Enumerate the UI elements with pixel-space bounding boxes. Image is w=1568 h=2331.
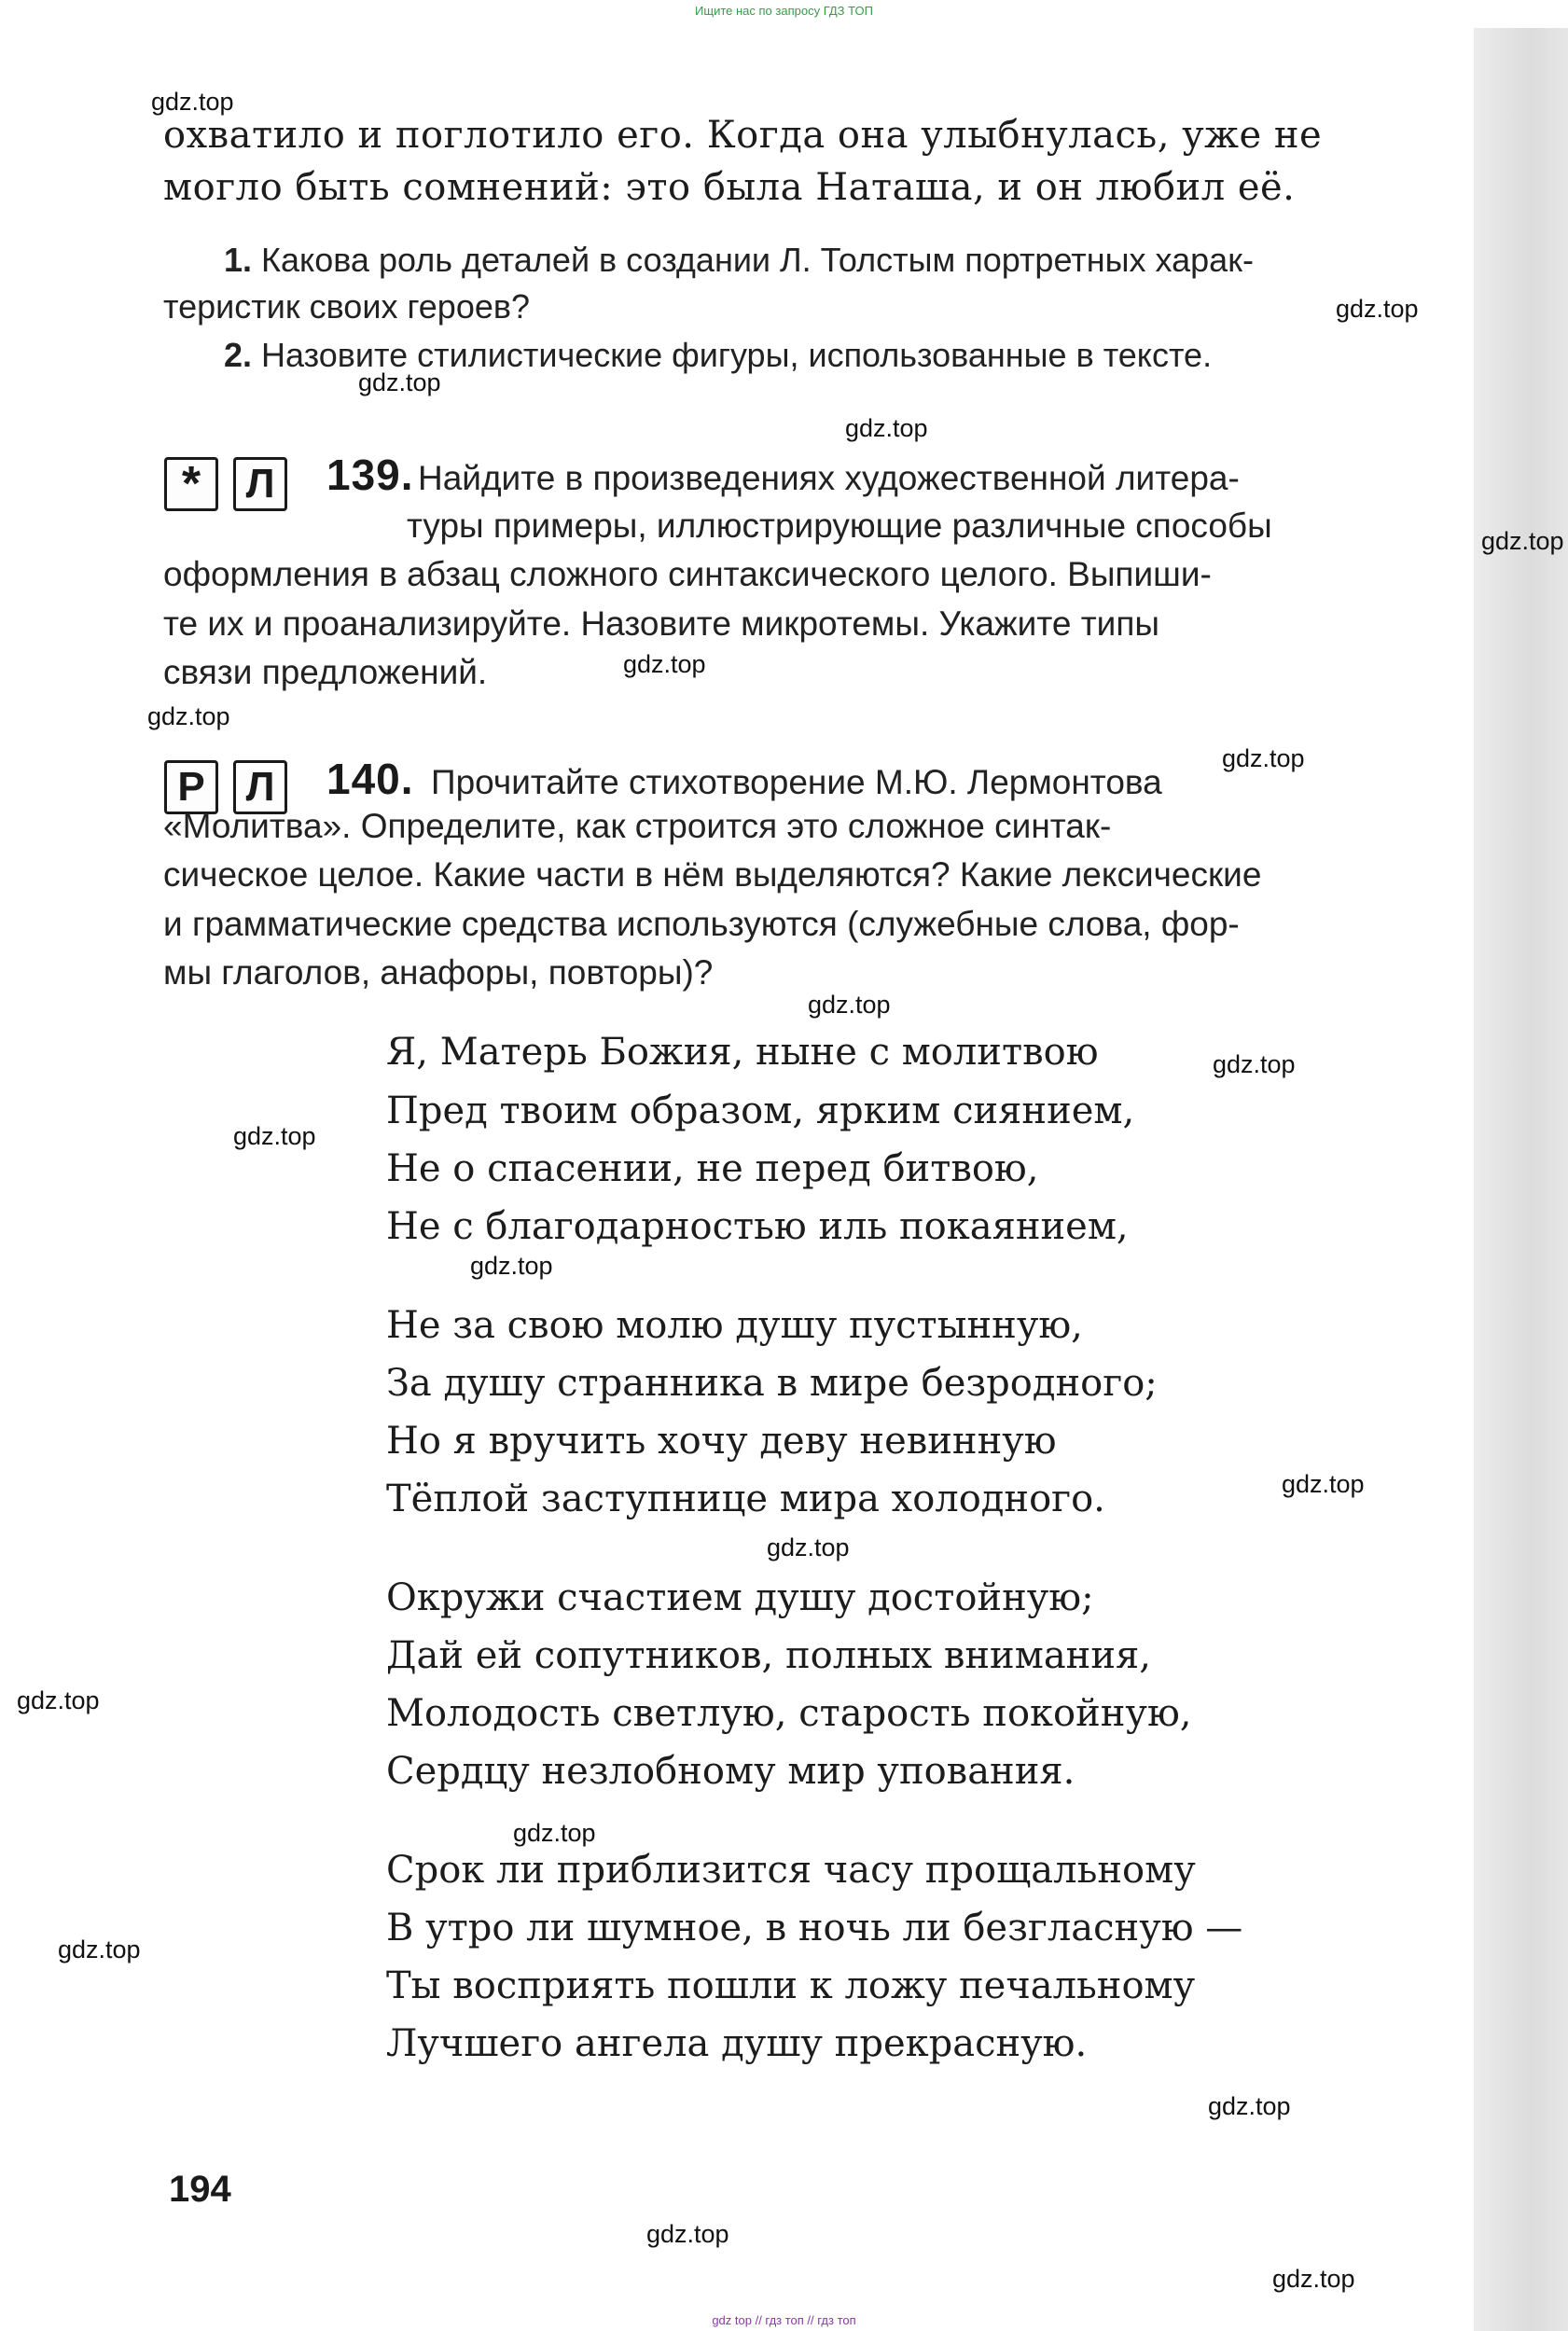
watermark: gdz.top	[808, 991, 891, 1019]
watermark: gdz.top	[147, 702, 230, 730]
exercise-139-line: связи предложений.	[163, 653, 488, 691]
watermark: gdz.top	[1213, 1050, 1296, 1078]
watermark: gdz.top	[358, 368, 441, 396]
exercise-139-l-badge: Л	[233, 457, 287, 511]
footer-note: gdz top // гдз топ // гдз топ	[712, 2313, 856, 2327]
poem-line: Но я вручить хочу деву невинную	[386, 1420, 1057, 1463]
poem-line: Ты восприять пошли к ложу печальному	[386, 1964, 1196, 2007]
poem-line: Срок ли приблизится часу прощальному	[386, 1849, 1196, 1892]
poem-line: Не о спасении, не перед битвою,	[386, 1147, 1039, 1190]
watermark: gdz.top	[513, 1819, 596, 1847]
exercise-139-line: оформления в абзац сложного синтаксического целого. Выпиши-	[163, 555, 1212, 593]
page-number: 194	[169, 2169, 231, 2210]
exercise-140-line: сическое целое. Какие части в нём выделяются? Какие лексические	[163, 855, 1262, 894]
exercise-140-header	[326, 754, 1162, 804]
question-text: Какова роль деталей в создании Л. Толстым портретных харак-	[261, 241, 1254, 279]
exercise-140-line: и грамматические средства используются (служебные слова, фор-	[163, 905, 1240, 943]
poem-line: За душу странника в мире безродного;	[386, 1362, 1158, 1405]
poem-line: Не за свою молю душу пустынную,	[386, 1304, 1083, 1347]
poem-line: Пред твоим образом, ярким сиянием,	[386, 1089, 1135, 1132]
exercise-139-line: Найдите в произведениях художественной литера-	[417, 459, 1240, 497]
exercise-139-star-badge: *	[164, 457, 218, 511]
page-edge-shadow	[1474, 28, 1568, 2331]
question-number: 2.	[224, 336, 253, 374]
exercise-140-l-badge: Л	[233, 760, 287, 814]
exercise-140-number: 140.	[326, 755, 414, 803]
poem-line: Лучшего ангела душу прекрасную.	[386, 2022, 1088, 2065]
watermark: gdz.top	[767, 1533, 850, 1561]
poem-line: Окружи счастием душу достойную;	[386, 1576, 1094, 1619]
watermark: gdz.top	[58, 1936, 141, 1963]
poem-line: Тёплой заступнице мира холодного.	[386, 1478, 1105, 1520]
watermark: gdz.top	[1481, 527, 1564, 555]
poem-line: Дай ей сопутников, полных внимания,	[386, 1634, 1151, 1677]
watermark: gdz.top	[470, 1252, 553, 1280]
poem-line: В утро ли шумное, в ночь ли безгласную —	[386, 1907, 1243, 1949]
exercise-139-number: 139.	[326, 451, 414, 499]
watermark: gdz.top	[646, 2220, 729, 2248]
poem-line: Не с благодарностью иль покаянием,	[386, 1205, 1129, 1248]
exercise-140-line: мы глаголов, анафоры, повторы)?	[163, 953, 714, 992]
exercise-139-line: туры примеры, иллюстрирующие различные способы	[407, 506, 1272, 545]
exercise-139-header	[326, 450, 1240, 500]
watermark: gdz.top	[1208, 2092, 1291, 2120]
watermark: gdz.top	[151, 88, 234, 116]
poem-line: Сердцу незлобному мир упования.	[386, 1750, 1075, 1793]
watermark: gdz.top	[623, 650, 706, 678]
watermark: gdz.top	[233, 1122, 316, 1150]
watermark: gdz.top	[1222, 744, 1305, 772]
watermark: gdz.top	[1336, 295, 1419, 323]
intro-line: охватило и поглотило его. Когда она улыбнулась, уже не	[163, 114, 1323, 157]
question-1	[224, 241, 1254, 280]
header-note: Ищите нас по запросу ГДЗ ТОП	[695, 4, 873, 18]
exercise-140-r-badge: Р	[164, 760, 218, 814]
poem-line: Я, Матерь Божия, ныне с молитвою	[386, 1031, 1099, 1074]
watermark: gdz.top	[1282, 1470, 1365, 1498]
question-number: 1.	[224, 241, 253, 279]
question-text: Назовите стилистические фигуры, использованные в тексте.	[261, 336, 1213, 374]
exercise-140-line: «Молитва». Определите, как строится это сложное синтак-	[163, 807, 1112, 845]
watermark: gdz.top	[1272, 2265, 1355, 2293]
exercise-139-line: те их и проанализируйте. Назовите микротемы. Укажите типы	[163, 604, 1159, 643]
question-1-cont: теристик своих героев?	[163, 287, 531, 326]
exercise-140-line: Прочитайте стихотворение М.Ю. Лермонтова	[430, 763, 1162, 801]
intro-line: могло быть сомнений: это была Наташа, и он любил её.	[163, 166, 1296, 209]
watermark: gdz.top	[845, 414, 928, 442]
poem-line: Молодость светлую, старость покойную,	[386, 1692, 1192, 1735]
watermark: gdz.top	[17, 1686, 100, 1714]
